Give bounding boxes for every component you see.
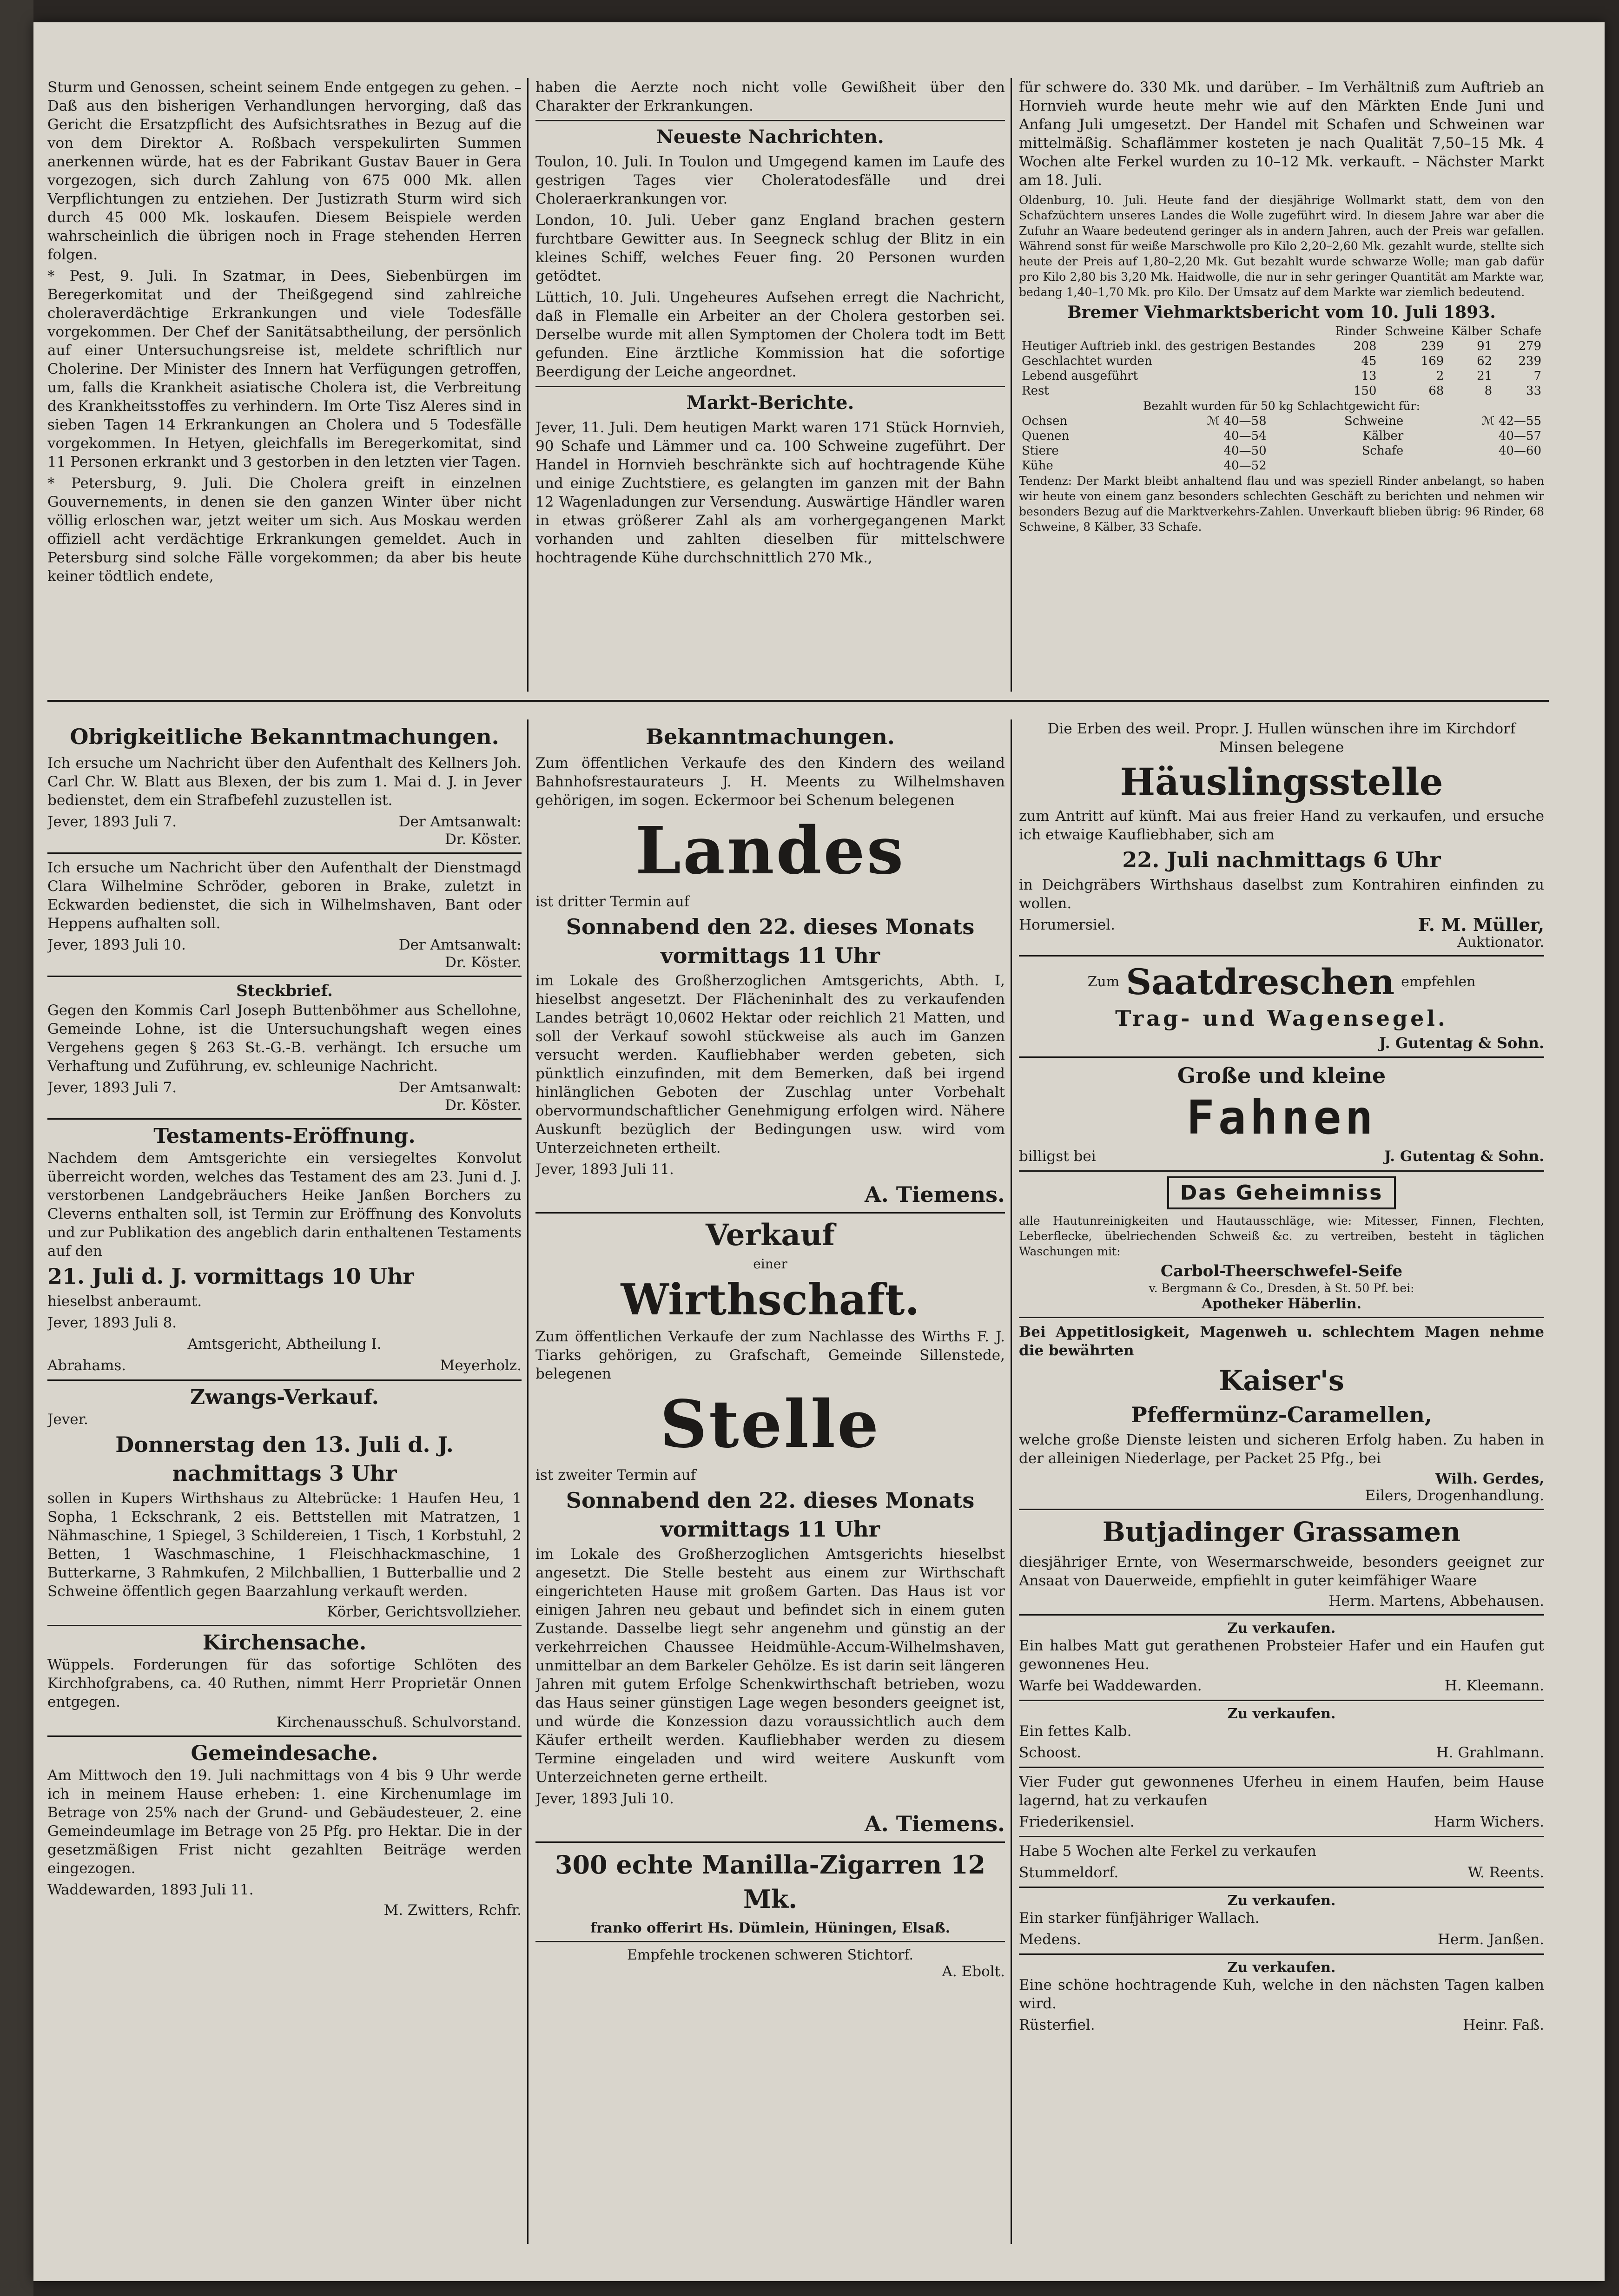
notice-footer: Abrahams. Meyerholz. <box>47 1357 522 1374</box>
ad-subtitle: franko offerirt Hs. Dümlein, Hüningen, Elsaß. <box>590 1920 951 1936</box>
ad-title: 300 echte Manilla-Zigarren 12 Mk. <box>555 1850 986 1914</box>
ad-date: Sonnabend den 22. dieses Monats <box>566 1488 975 1513</box>
ad-subtitle: Große und kleine <box>1177 1063 1386 1088</box>
news-item: Lüttich, 10. Juli. Ungeheures Aufsehen erregt die Nachricht, daß in Flemalle ein Arbeiter an der Cholera gestorben sei. Derselbe wurde mit allen Symptomen der Cholera todt im Bett gefunden. Eine ärztliche Kommission hat die sofortige Beerdigung der Leiche angeordnet. <box>535 289 1005 380</box>
signature: Körber, Gerichtsvollzieher. <box>327 1603 522 1620</box>
signature: Kirchenausschuß. Schulvorstand. <box>276 1714 522 1731</box>
ad-signature: A. Ebolt. <box>942 1963 1005 1980</box>
ad-signature: Eilers, Drogenhandlung. <box>1365 1487 1544 1504</box>
table-row: Kühe 40—52 <box>1022 459 1267 473</box>
article-text: haben die Aerzte noch nicht volle Gewißheit über den Charakter der Erkrankungen. <box>535 79 1005 114</box>
notice-heading: Kirchensache. <box>202 1631 367 1655</box>
ad-subtitle: Pfeffermünz-Caramellen, <box>1131 1402 1432 1427</box>
cattle-market-table <box>1019 324 1544 398</box>
top-column-3 <box>1019 78 1544 696</box>
ad-footer: Medens. Herm. Janßen. <box>1019 1931 1544 1948</box>
ad-signature: Apotheker Häberlin. <box>1202 1296 1361 1312</box>
column-divider <box>527 719 529 2244</box>
notice-footer: Jever, 1893 Juli 7. Der Amtsanwalt: <box>47 813 522 830</box>
ad-date-line: Jever, 1893 Juli 10. <box>535 1790 674 1807</box>
ad-text: ist dritter Termin auf <box>535 893 690 910</box>
divider <box>1019 1700 1544 1701</box>
table-row: Rest 150 68 8 33 <box>1022 384 1541 398</box>
market-report: Jever, 11. Juli. Dem heutigen Markt waren 171 Stück Hornvieh, 90 Schafe und Lämmer und ca. 100 Schweine zugeführt. Der Handel in Hornvieh beschränkte sich auf hochtragende Kühe und einige Zuchtstiere, es gelangten im ganzen mit der Bahn 12 Wagenladungen zur Versendung. Auswärtige Händler waren in etwas größerer Zahl als am vorhergegangenen Markt vorhanden und zahlten dieselben für mittelschwere hochtragende Kühe durchschnittlich 270 Mk., <box>535 419 1005 566</box>
scan-border <box>0 0 33 2296</box>
ad-signature: A. Tiemens. <box>865 1182 1005 1207</box>
notice-heading: Steckbrief. <box>236 982 333 1000</box>
divider <box>1019 1614 1544 1616</box>
divider <box>535 386 1005 387</box>
table-subtitle: Bezahlt wurden für 50 kg Schlachtgewicht für: <box>1143 399 1421 413</box>
notice-text: Am Mittwoch den 19. Juli nachmittags von 4 bis 9 Uhr werde ich in meinem Hause erheben: 1. eine Kirchenumlage im Betrage von 25% nach der Grund- und Gebäudesteuer, 2. eine Gemeindeumlage im Betrage von 25 Pfg. pro Hektar. Die in der gesetzmäßigen Frist nicht gezahlten Beiträge werden eingezogen. <box>47 1767 522 1877</box>
section-divider <box>47 700 1549 702</box>
ad-date-line: Jever, 1893 Juli 11. <box>535 1161 674 1178</box>
ad-text: Die Erben des weil. Propr. J. Hullen wünschen ihre im Kirchdorf Minsen belegene <box>1047 720 1516 756</box>
market-report: Oldenburg, 10. Juli. Heute fand der diesjährige Wollmarkt statt, dem von den Schafzüchtern unseres Landes die Wolle zugeführt wird. In diesem Jahre war aber die Zufuhr an Waare bedeutend geringer als in andern Jahren, auch der Preis war gefallen. Während sonst für weiße Marschwolle pro Kilo 2,20–2,60 Mk. gezahlt wurde, stellte sich heute der Preis auf 1,80–2,20 Mk. Gut bezahlt wurde schwarze Wolle; man gab dafür pro Kilo 2,80 bis 3,20 Mk. Haidwolle, die nur in sehr geringer Quantität am Markte war, bedang 1,40–1,70 Mk. pro Kilo. Der Umsatz auf dem Markte war ziemlich bedeutend. <box>1019 193 1544 299</box>
notice-heading: Testaments-Eröffnung. <box>153 1124 416 1148</box>
table-row: Stiere 40—50 Schafe 40—60 <box>1022 444 1541 458</box>
section-heading: Neueste Nachrichten. <box>656 126 884 148</box>
column-divider <box>527 78 529 692</box>
article-text: * Petersburg, 9. Juli. Die Cholera greift in einzelnen Gouvernements, in denen sie den ganzen Winter über nicht völlig erloschen war, jetzt weiter um sich. Aus Moskau werden offiziell acht verdächtige Erkrankungen gemeldet. Auch in Petersburg sind solche Fälle vorgekommen; da aber bis heute keiner tödtlich endete, <box>47 475 522 585</box>
divider <box>1019 1509 1544 1510</box>
divider <box>1019 1170 1544 1172</box>
signature: M. Zwitters, Rchfr. <box>383 1902 522 1919</box>
ad-text: im Lokale des Großherzoglichen Amtsgerichts hieselbst angesetzt. Die Stelle besteht aus einem zur Wirthschaft eingerichteten Hause mit großem Garten. Das Haus ist vor einigen Jahren neu gebaut und befindet sich in einem guten Zustande. Dasselbe liegt sehr angenehm und günstig an der verkehrreichen Chaussee Heidmühle-Accum-Wilhelmshaven, unmittelbar an dem Barkeler Gehölze. Es ist darin seit längeren Jahren mit gutem Erfolge Schenkwirthschaft betrieben, wozu das Haus seiner günstigen Lage wegen besonders geeignet ist, und würde die Konzession dazu voraussichtlich auch dem Käufer ertheilt werden. Kaufliebhaber werden zu diesem Termine eingeladen und wird weitere Auskunft vom Unterzeichneten gerne ertheilt. <box>535 1546 1005 1786</box>
ad-text: Zum öffentlichen Verkaufe des den Kindern des weiland Bahnhofsrestaurateurs J. H. Meents zu Wilhelmshaven gehörigen, im sogen. Eckermoor bei Schenum belegenen <box>535 755 1005 809</box>
bottom-column-3 <box>1019 719 1544 2253</box>
ad-signature: J. Gutentag & Sohn. <box>1379 1034 1544 1052</box>
notice-place: Jever. <box>47 1411 88 1428</box>
market-tendency: Tendenz: Der Markt bleibt anhaltend flau und was speziell Rinder anbelangt, so haben wir heute von einem ganz besonders schlechten Geschäft zu berichten und nehmen wir besonders Bezug auf die Marktverkehrs-Zahlen. Unverkauft blieben übrig: 96 Rinder, 68 Schweine, 8 Kälber, 33 Schafe. <box>1019 474 1544 534</box>
top-column-1 <box>47 78 522 696</box>
ad-footer: Warfe bei Waddewarden. H. Kleemann. <box>1019 1677 1544 1694</box>
table-row: Lebend ausgeführt 13 2 21 7 <box>1022 369 1541 383</box>
ad-title: Verkauf <box>705 1218 835 1253</box>
divider <box>47 1118 522 1120</box>
divider <box>535 1841 1005 1843</box>
ad-title-large: Stelle <box>660 1386 881 1463</box>
notice-heading: Gemeindesache. <box>191 1742 378 1765</box>
section-heading: Obrigkeitliche Bekanntmachungen. <box>70 724 499 749</box>
notice-text: Wüppels. Forderungen für das sofortige Schlöten des Kirchhofgrabens, ca. 40 Ruthen, nimmt Herr Proprietär Onnen entgegen. <box>47 1656 522 1710</box>
ad-footer: Schoost. H. Grahlmann. <box>1019 1744 1544 1761</box>
notice-footer: Jever, 1893 Juli 7. Der Amtsanwalt: <box>47 1079 522 1096</box>
ad-date: vormittags 11 Uhr <box>661 943 880 968</box>
newspaper-page <box>33 22 1605 2281</box>
ad-text: im Lokale des Großherzoglichen Amtsgerichts, Abth. I, hieselbst angesetzt. Der Flächeninhalt des zu verkaufenden Landes beträgt 10,0602 Hektar oder reichlich 21 Matten, und soll der Verkauf sowohl stückweise als auch im Ganzen versucht werden. Kaufliebhaber werden gebeten, sich pünktlich einzufinden, mit dem Bemerken, daß bei irgend hinlänglichen Geboten der Zuschlag unter Vorbehalt obervormundschaftlicher Genehmigung erfolgen wird. Nähere Auskunft bezüglich der Bedingungen usw. wird vom Unterzeichneten ertheilt. <box>535 972 1005 1156</box>
notice-footer: Jever, 1893 Juli 10. Der Amtsanwalt: <box>47 937 522 953</box>
divider <box>47 852 522 854</box>
table-header: Rinder Schweine Kälber Schafe <box>1335 324 1541 338</box>
ad-heading: Zu verkaufen. <box>1227 1960 1336 1976</box>
ad-footer: Friederikensiel. Harm Wichers. <box>1019 1814 1544 1830</box>
divider <box>47 1735 522 1737</box>
ad-text: in Deichgräbers Wirthshaus daselbst zum Kontrahiren einfinden zu wollen. <box>1019 877 1544 912</box>
article-text: Sturm und Genossen, scheint seinem Ende entgegen zu gehen. – Daß aus den bisherigen Verhandlungen hervorging, daß das Gericht die Ersatzpflicht des Aufsichtsrathes in Bezug auf die von dem Direktor A. Roßbach verspekulirten Summen anerkennen würde, hat es der Fabrikant Gustav Bauer in Gera vorgezogen, sich durch Zahlung von 675 000 Mk. allen Verpflichtungen zu entziehen. Der Justizrath Sturm wird sich durch 45 000 Mk. loskaufen. Diesem Beispiele werden wahrscheinlich die übrigen noch in Frage stehenden Herren folgen. <box>47 79 522 263</box>
ad-title-large: Häuslingsstelle <box>1120 760 1443 804</box>
market-report: für schwere do. 330 Mk. und darüber. – Im Verhältniß zum Auftrieb an Hornvieh wurde heute mehr wie auf den Märkten Ende Juni und Anfang Juli umgesetzt. Der Handel mit Schafen und Schweinen war mittelmäßig. Schaflämmer kosteten je nach Qualität 7,50–15 Mk. 4 Wochen alte Ferkel wurden zu 10–12 Mk. verkauft. – Nächster Markt am 18. Juli. <box>1019 79 1544 189</box>
notice-date-large: Donnerstag den 13. Juli d. J. <box>115 1432 454 1457</box>
ad-text: Ein fettes Kalb. <box>1019 1723 1132 1740</box>
bottom-column-1 <box>47 719 522 2253</box>
ad-signature: A. Tiemens. <box>865 1811 1005 1836</box>
divider <box>47 1625 522 1626</box>
table-title: Bremer Viehmarktsbericht vom 10. Juli 1893. <box>1067 303 1496 322</box>
divider <box>535 1941 1005 1942</box>
section-heading: Bekanntmachungen. <box>646 724 895 749</box>
notice-date: Jever, 1893 Juli 8. <box>47 1314 177 1331</box>
ad-text: ist zweiter Termin auf <box>535 1467 696 1484</box>
ad-text: Bei Appetitlosigkeit, Magenweh u. schlechtem Magen nehme die bewährten <box>1019 1324 1544 1359</box>
ad-text: Ein starker fünfjähriger Wallach. <box>1019 1910 1260 1927</box>
ad-signature-title: Auktionator. <box>1457 934 1544 950</box>
bottom-column-2 <box>535 719 1005 2253</box>
ad-text: alle Hautunreinigkeiten und Hautausschläge, wie: Mitesser, Finnen, Flechten, Leberflecke, übelriechenden Schweiß &c. zu vertreiben, besteht in täglichen Waschungen mit: <box>1019 1214 1544 1258</box>
ad-text: Habe 5 Wochen alte Ferkel zu verkaufen <box>1019 1843 1316 1860</box>
notice-date-large: 21. Juli d. J. vormittags 10 Uhr <box>47 1264 414 1289</box>
ad-text: Ein halbes Matt gut gerathenen Probsteier Hafer und ein Haufen gut gewonnenes Heu. <box>1019 1637 1544 1673</box>
ad-footer: Rüsterfiel. Heinr. Faß. <box>1019 2017 1544 2033</box>
column-divider <box>1011 78 1012 692</box>
notice-heading: Zwangs-Verkauf. <box>190 1386 379 1409</box>
table-row: Ochsen ℳ 40—58 Schweine ℳ 42—55 <box>1022 414 1541 428</box>
ad-footer: Horumersiel. F. M. Müller, <box>1019 914 1544 935</box>
notice-text: Nachdem dem Amtsgerichte ein versiegeltes Konvolut überreicht worden, welches das Testament des am 23. Juni d. J. verstorbenen Landgebräuchers Heike Janßen Borchers zu Cleverns enthalten soll, ist Termin zur Eröffnung des Konvoluts und zur Publikation des angeblich darin enthaltenen Testaments auf den <box>47 1150 522 1260</box>
table-row: Heutiger Auftrieb inkl. des gestrigen Bestandes 208 239 91 279 <box>1022 339 1541 353</box>
table-row: Quenen 40—54 Kälber 40—57 <box>1022 429 1541 443</box>
ad-heading: Zu verkaufen. <box>1227 1893 1336 1909</box>
ad-heading: Zu verkaufen. <box>1227 1706 1336 1722</box>
ad-date: 22. Juli nachmittags 6 Uhr <box>1122 847 1441 872</box>
ad-date: Sonnabend den 22. dieses Monats <box>566 914 975 939</box>
ad-date: vormittags 11 Uhr <box>661 1517 880 1542</box>
column-divider <box>1011 719 1012 2244</box>
notice-text: hieselbst anberaumt. <box>47 1293 202 1310</box>
price-table <box>1019 414 1544 473</box>
top-column-2 <box>535 78 1005 696</box>
ad-text: v. Bergmann & Co., Dresden, à St. 50 Pf. bei: <box>1149 1281 1414 1295</box>
section-heading: Markt-Berichte. <box>686 392 854 414</box>
divider <box>1019 1887 1544 1888</box>
news-item: London, 10. Juli. Ueber ganz England brachen gestern furchtbare Gewitter aus. In Seegneck schlug der Blitz in ein kleines Schiff, welches Feuer fing. 20 Personen wurden getödtet. <box>535 212 1005 284</box>
ad-headline: Zum Saatdreschen empfehlen <box>1087 961 1476 1003</box>
ad-box: Das Geheimniss <box>1019 1176 1544 1209</box>
ad-text: Vier Fuder gut gewonnenes Uferheu in einem Haufen, beim Hause lagernd, hat zu verkaufen <box>1019 1774 1544 1809</box>
ad-text: zum Antritt auf künft. Mai aus freier Hand zu verkaufen, und ersuche ich etwaige Kaufliebhaber, sich am <box>1019 808 1544 843</box>
signature: Dr. Köster. <box>445 954 522 971</box>
notice-text: sollen in Kupers Wirthshaus zu Altebrücke: 1 Haufen Heu, 1 Sopha, 1 Eckschrank, 2 eis. Bettstellen mit Matratzen, 1 Nähmaschine, 1 Spiegel, 3 Schildereien, 1 Tisch, 1 Korbstuhl, 2 Betten, 1 Waschmaschine, 1 Fleischhackmaschine, 1 Butterkarne, 3 Rahmkufen, 2 Milchballien, 1 Butterballie und 2 Schweine öffentlich gegen Baarzahlung verkauft werden. <box>47 1490 522 1600</box>
table-row: Geschlachtet wurden 45 169 62 239 <box>1022 354 1541 368</box>
signature: Dr. Köster. <box>445 831 522 848</box>
ad-text: diesjähriger Ernte, von Wesermarschweide, besonders geeignet zur Ansaat von Dauerweide, empfiehlt in guter keimfähiger Waare <box>1019 1554 1544 1589</box>
news-item: Toulon, 10. Juli. In Toulon und Umgegend kamen im Laufe des gestrigen Tages vier Choleratodesfälle und drei Cholerаerkrankungen vor. <box>535 153 1005 207</box>
ad-subtitle: Trag- und Wagensegel. <box>1115 1006 1448 1031</box>
divider <box>1019 1836 1544 1837</box>
ad-signature: Wilh. Gerdes, <box>1435 1471 1544 1487</box>
ad-title: Butjadinger Grassamen <box>1102 1516 1461 1548</box>
ad-subtitle: einer <box>753 1256 787 1272</box>
ad-heading: Zu verkaufen. <box>1227 1620 1336 1636</box>
divider <box>1019 1317 1544 1318</box>
ad-text: Empfehle trockenen schweren Stichtorf. <box>627 1947 913 1963</box>
divider <box>47 976 522 977</box>
ad-title-large: Wirthschaft. <box>621 1274 920 1325</box>
ad-text: welche große Dienste leisten und sicheren Erfolg haben. Zu haben in der alleinigen Niederlage, per Packet 25 Pfg., bei <box>1019 1432 1544 1467</box>
ad-title-large: Landes <box>635 813 905 889</box>
notice-date: Waddewarden, 1893 Juli 11. <box>47 1881 254 1898</box>
notice-text: Gegen den Kommis Carl Joseph Buttenböhmer aus Schellohne, Gemeinde Lohne, ist die Untersuchungshaft wegen eines Vergehens gegen § 263 St.-G.-B. verhängt. Ich ersuche um Verhaftung und Zuführung, ev. schleunige Nachricht. <box>47 1002 522 1075</box>
ad-title: Kaiser's <box>1219 1365 1344 1397</box>
divider <box>535 1212 1005 1214</box>
notice-text: Ich ersuche um Nachricht über den Aufenthalt der Dienstmagd Clara Wilhelmine Schröder, geboren in Brake, zuletzt in Eckwarden bedienstet, die sich in Wilhelmshaven, Bant oder Heppens aufhalten soll. <box>47 859 522 932</box>
notice-text: Ich ersuche um Nachricht über den Aufenthalt des Kellners Joh. Carl Chr. W. Blatt aus Blexen, der bis zum 1. Mai d. J. in Jever bedienstet, dem ein Strafbefehl zuzustellen ist. <box>47 755 522 809</box>
divider <box>535 120 1005 121</box>
ad-footer: billigst bei J. Gutentag & Sohn. <box>1019 1148 1544 1165</box>
ad-title-large: Fahnen <box>1186 1090 1377 1145</box>
signature: Dr. Köster. <box>445 1097 522 1114</box>
court-name: Amtsgericht, Abtheilung I. <box>187 1336 382 1353</box>
ad-footer: Stummeldorf. W. Reents. <box>1019 1864 1544 1881</box>
divider <box>47 1379 522 1381</box>
article-text: * Pest, 9. Juli. In Szatmar, in Dees, Siebenbürgen im Beregerkomitat und der Theißgegend sind zahlreiche choleraverdächtige Erkrankungen und viele Todesfälle vorgekommen. Der Chef der Sanitätsabtheilung, der persönlich auf einer Untersuchungsreise ist, meldete schriftlich nur Cholerine. Der Minister des Innern hat Verfügungen getroffen, um, falls die Krankheit asiatische Cholera ist, die Verbreitung des Krankheitsstoffes zu verhindern. Im Orte Tisz Aleres sind in sieben Tagen 14 Erkrankungen an Cholera und 5 Todesfälle vorgekommen. In Hetyen, gleichfalls im Beregerkomitat, sind 11 Personen erkrankt und 3 gestorben in den letzten vier Tagen. <box>47 268 522 470</box>
ad-text: Zum öffentlichen Verkaufe der zum Nachlasse des Wirths F. J. Tiarks gehörigen, zu Grafschaft, Gemeinde Sillenstede, belegenen <box>535 1328 1005 1382</box>
notice-date-large: nachmittags 3 Uhr <box>172 1461 397 1486</box>
ad-signature: Herm. Martens, Abbehausen. <box>1328 1593 1544 1610</box>
divider <box>1019 1767 1544 1768</box>
divider <box>1019 1953 1544 1955</box>
ad-text: Eine schöne hochtragende Kuh, welche in den nächsten Tagen kalben wird. <box>1019 1977 1544 2012</box>
divider <box>1019 955 1544 957</box>
divider <box>1019 1056 1544 1058</box>
product-name: Carbol-Theerschwefel-Seife <box>1160 1262 1403 1280</box>
